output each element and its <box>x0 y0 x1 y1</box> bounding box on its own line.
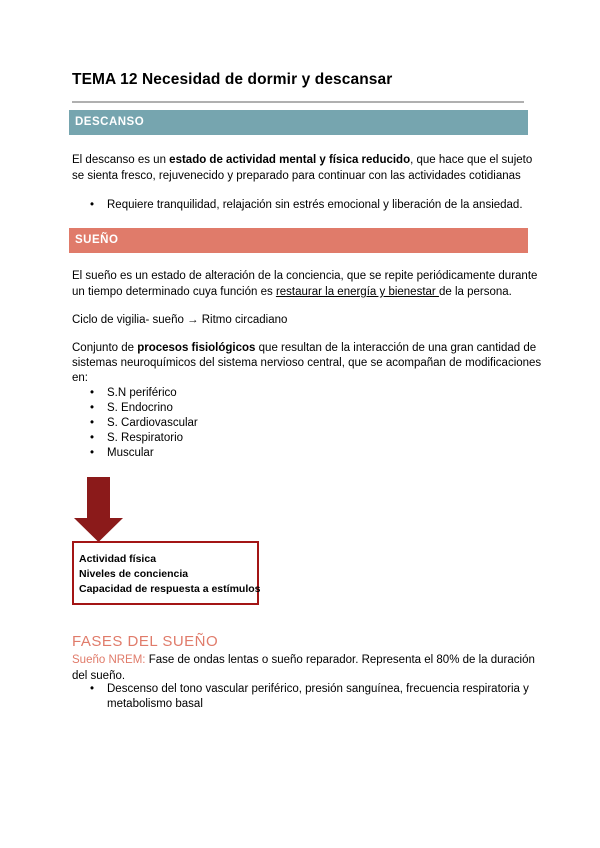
sueno-line-2: un tiempo determinado cuya función es restaurar la energía y bienestar de la persona. <box>72 286 512 298</box>
box-line-conciencia: Niveles de conciencia <box>79 568 189 580</box>
down-arrow-head-icon <box>74 518 123 542</box>
fases-heading: FASES DEL SUEÑO <box>72 633 219 650</box>
ciclo-line: Ciclo de vigilia- sueño → Ritmo circadiano <box>72 314 288 326</box>
list-item: • S. Cardiovascular <box>90 417 198 429</box>
sueno-paragraph <box>72 268 537 300</box>
nrem-line-1: Sueño NREM: Fase de ondas lentas o sueño reparador. Representa el 80% de la duración <box>72 654 535 666</box>
procesos-line-2: sistemas neuroquímicos del sistema nervioso central, que se acompañan de modificaciones <box>72 357 542 369</box>
bullet-icon: • <box>90 387 95 399</box>
list-item: • S. Endocrino <box>90 402 173 414</box>
bullet-icon: • <box>90 199 95 211</box>
nrem-paragraph <box>72 652 535 684</box>
descanso-paragraph <box>72 152 532 184</box>
descanso-bullet: • Requiere tranquilidad, relajación sin estrés emocional y liberación de la ansiedad. <box>90 199 523 211</box>
descanso-line-1: El descanso es un estado de actividad mental y física reducido, que hace que el sujeto <box>72 154 533 166</box>
nrem-bullet: • Descenso del tono vascular periférico, presión sanguínea, frecuencia respiratoria y metabolismo basal <box>90 683 529 710</box>
sueno-line-1: El sueño es un estado de alteración de la conciencia, que se repite periódicamente durante <box>72 270 538 282</box>
list-item: • S.N periférico <box>90 387 177 399</box>
section-header-sueno: SUEÑO <box>69 228 528 253</box>
list-item: • S. Respiratorio <box>90 432 184 444</box>
descanso-line-2: se sienta fresco, rejuvenecido y preparado para continuar con las actividades cotidianas <box>72 170 521 182</box>
bullet-icon: • <box>90 447 95 459</box>
procesos-line-1: Conjunto de procesos fisiológicos que resultan de la interacción de una gran cantidad de <box>72 342 537 354</box>
sistemas-list <box>90 386 198 461</box>
box-line-respuesta: Capacidad de respuesta a estímulos <box>79 583 261 595</box>
list-item: • Muscular <box>90 447 154 459</box>
procesos-line-3: en: <box>72 372 88 384</box>
procesos-paragraph <box>72 341 541 386</box>
section-header-descanso: DESCANSO <box>69 110 528 135</box>
bullet-icon: • <box>90 417 95 429</box>
title-divider <box>72 101 524 103</box>
nrem-line-2: del sueño. <box>72 670 126 682</box>
nrem-label: Sueño NREM: <box>72 654 146 666</box>
down-arrow-icon <box>87 477 110 520</box>
bullet-icon: • <box>90 432 95 444</box>
box-line-actividad: Actividad física <box>79 553 157 565</box>
bullet-icon: • <box>90 683 95 695</box>
bullet-icon: • <box>90 402 95 414</box>
page-title: TEMA 12 Necesidad de dormir y descansar <box>72 71 393 88</box>
